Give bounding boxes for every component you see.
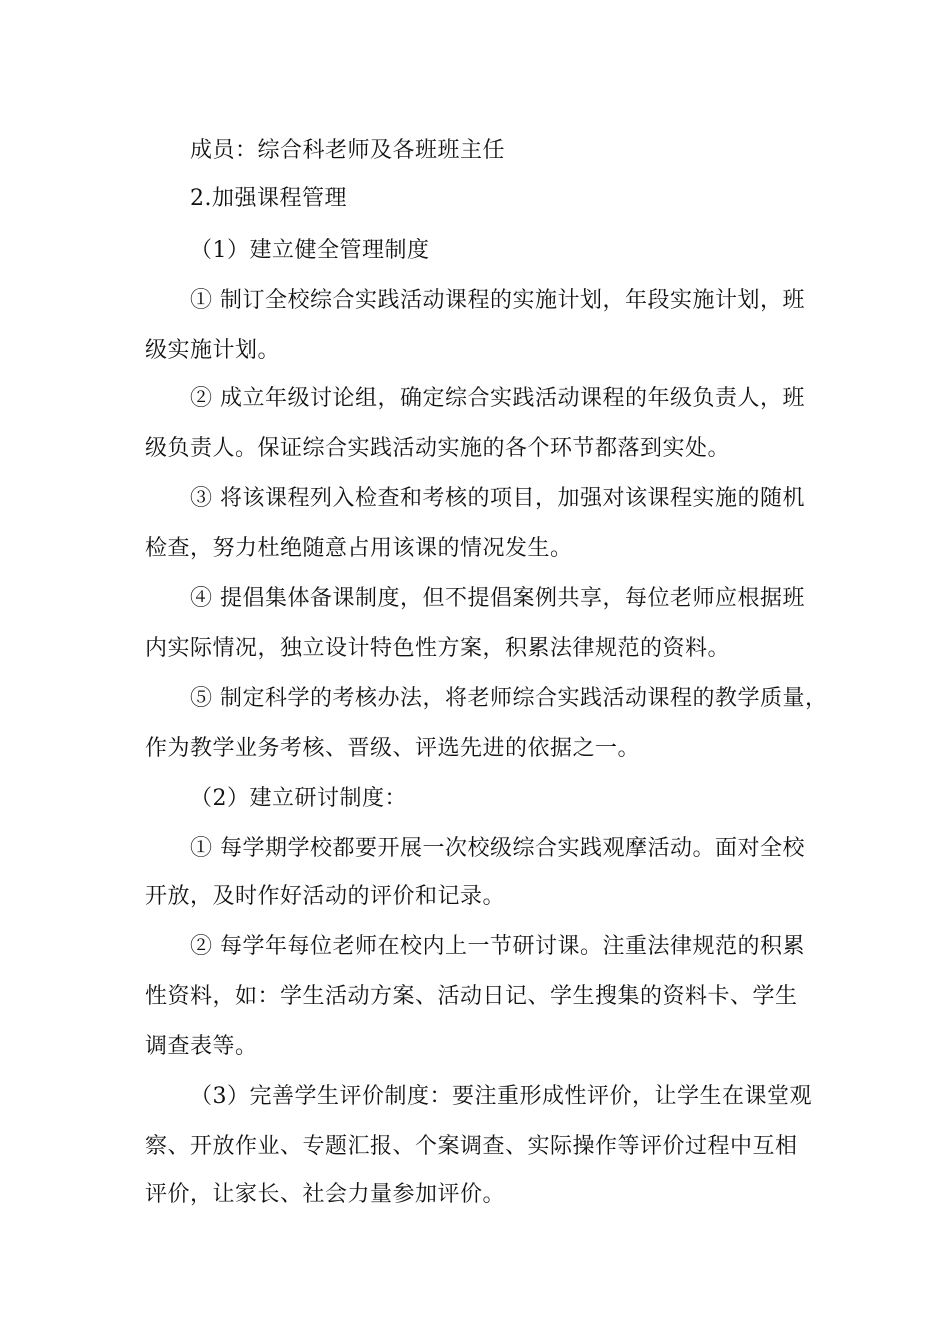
paragraph-line: （3）完善学生评价制度：要注重形成性评价，让学生在课堂观	[190, 1084, 812, 1109]
paragraph-line: 级实施计划。	[145, 338, 281, 363]
paragraph-line: 调查表等。	[145, 1034, 258, 1059]
paragraph-line: 内实际情况，独立设计特色性方案，积累法律规范的资料。	[145, 636, 731, 661]
members-line: 成员：综合科老师及各班班主任	[190, 138, 506, 163]
paragraph-line: ⑤ 制定科学的考核办法，将老师综合实践活动课程的教学质量，	[190, 686, 828, 711]
paragraph-line: 性资料，如：学生活动方案、活动日记、学生搜集的资料卡、学生	[145, 984, 798, 1009]
paragraph-line: 评价，让家长、社会力量参加评价。	[145, 1182, 506, 1207]
subheading-management-system: （1）建立健全管理制度	[190, 238, 430, 263]
paragraph-line: 级负责人。保证综合实践活动实施的各个环节都落到实处。	[145, 436, 731, 461]
paragraph-line: 察、开放作业、专题汇报、个案调查、实际操作等评价过程中互相	[145, 1134, 798, 1159]
paragraph-line: ② 成立年级讨论组，确定综合实践活动课程的年级负责人，班	[190, 386, 805, 411]
paragraph-line: 开放，及时作好活动的评价和记录。	[145, 884, 506, 909]
paragraph-line: ② 每学年每位老师在校内上一节研讨课。注重法律规范的积累	[190, 934, 805, 959]
paragraph-line: ① 每学期学校都要开展一次校级综合实践观摩活动。面对全校	[190, 836, 805, 861]
subheading-research-system: （2）建立研讨制度：	[190, 786, 407, 811]
paragraph-line: ④ 提倡集体备课制度，但不提倡案例共享，每位老师应根据班	[190, 586, 805, 611]
paragraph-line: ① 制订全校综合实践活动课程的实施计划，年段实施计划，班	[190, 288, 805, 313]
paragraph-line: ③ 将该课程列入检查和考核的项目，加强对该课程实施的随机	[190, 486, 805, 511]
paragraph-line: 作为教学业务考核、晋级、评选先进的依据之一。	[145, 736, 641, 761]
section-heading-course-management: 2.加强课程管理	[190, 186, 347, 211]
paragraph-line: 检查，努力杜绝随意占用该课的情况发生。	[145, 536, 573, 561]
